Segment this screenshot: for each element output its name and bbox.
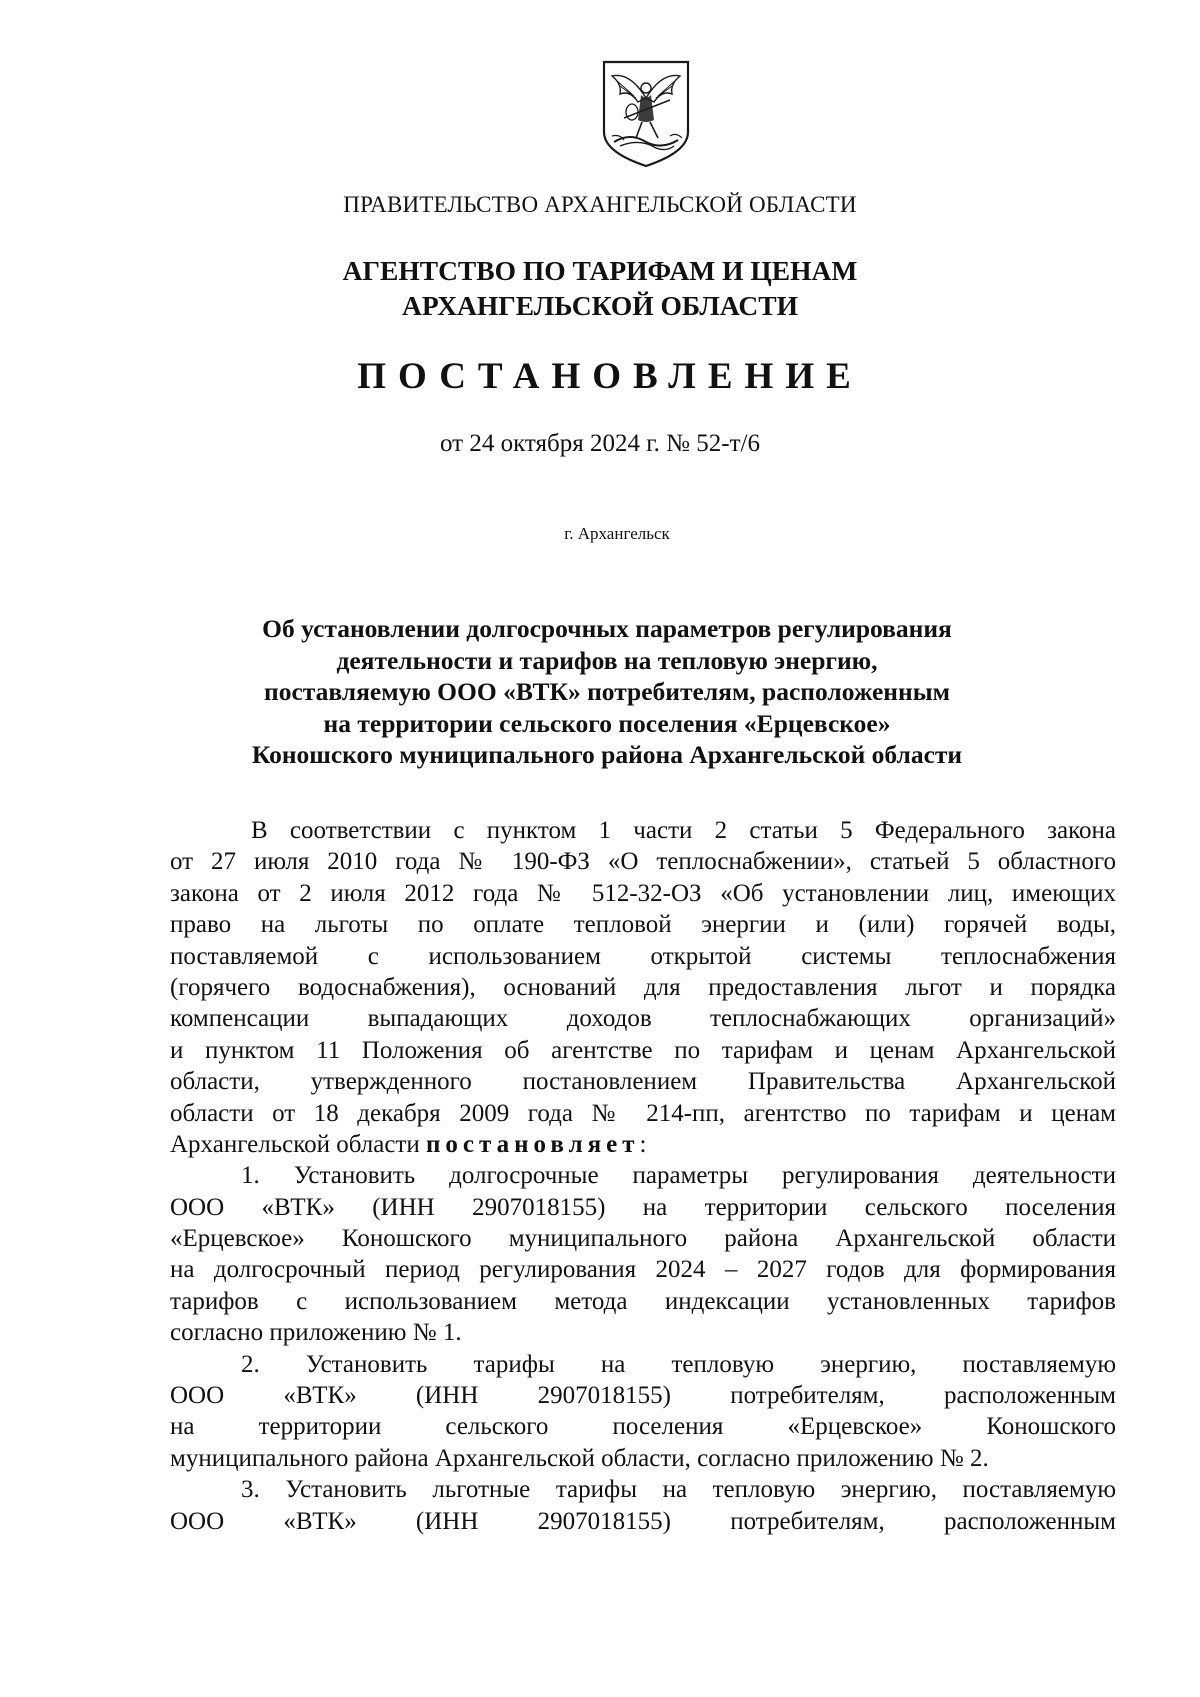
body-line: закона от 2 июля 2012 года № 512-32-ОЗ «Об установлении лиц, имеющих <box>170 879 1116 907</box>
body-line: ООО «ВТК» (ИНН 2907018155) на территории сельского поселения <box>170 1193 1116 1221</box>
document-title <box>0 613 1200 771</box>
title-line: Об установлении долгосрочных параметров регулирования <box>262 614 952 643</box>
title-line: Коношского муниципального района Архангельской области <box>251 740 963 769</box>
agency-name-line: АГЕНТСТВО ПО ТАРИФАМ И ЦЕНАМ <box>342 255 858 286</box>
body-line: тарифов с использованием метода индексации установленных тарифов <box>170 1287 1116 1315</box>
document-date-number: от 24 октября 2024 г. № 52-т/6 <box>440 430 760 457</box>
body-line: ООО «ВТК» (ИНН 2907018155) потребителям, расположенным <box>170 1382 1116 1410</box>
body-line: и пунктом 11 Положения об агентстве по тарифам и ценам Архангельской <box>170 1036 1116 1064</box>
body-line-text: Архангельской области <box>170 1130 427 1158</box>
body-line: от 27 июля 2010 года № 190-ФЗ «О теплоснабжении», статьей 5 областного <box>170 848 1116 876</box>
document-city: г. Архангельск <box>564 524 670 543</box>
agency-name <box>0 253 1200 323</box>
coat-of-arms-icon <box>600 58 692 170</box>
title-line: поставляемую ООО «ВТК» потребителям, расположенным <box>264 677 950 706</box>
body-line: В соответствии с пунктом 1 части 2 статьи 5 Федерального закона <box>251 817 1116 844</box>
body-line: компенсации выпадающих доходов теплоснабжающих организаций» <box>170 1005 1116 1033</box>
government-name: ПРАВИТЕЛЬСТВО АРХАНГЕЛЬСКОЙ ОБЛАСТИ <box>343 192 857 217</box>
title-line: на территории сельского поселения «Ерцевское» <box>323 708 891 738</box>
body-line: поставляемой с использованием открытой системы теплоснабжения <box>170 942 1116 970</box>
body-line: на территории сельского поселения «Ерцевское» Коношского <box>170 1413 1116 1441</box>
body-line: муниципального района Архангельской области, согласно приложению № 2. <box>170 1444 989 1472</box>
document-type: ПОСТАНОВЛЕНИЕ <box>357 356 863 397</box>
body-line: области от 18 декабря 2009 года № 214-пп, агентство по тарифам и ценам <box>170 1099 1116 1127</box>
document-body <box>170 815 1116 1537</box>
body-line: области, утвержденного постановлением Правительства Архангельской <box>170 1068 1116 1096</box>
body-line: (горячего водоснабжения), оснований для предоставления льгот и порядка <box>170 973 1116 1001</box>
agency-name-line: АРХАНГЕЛЬСКОЙ ОБЛАСТИ <box>402 290 798 321</box>
body-line: право на льготы по оплате тепловой энергии и (или) горячей воды, <box>170 911 1116 939</box>
body-line: согласно приложению № 1. <box>170 1319 462 1347</box>
resolves-colon: : <box>639 1130 647 1158</box>
body-line: на долгосрочный период регулирования 2024 – 2027 годов для формирования <box>170 1256 1116 1284</box>
body-line: «Ерцевское» Коношского муниципального района Архангельской области <box>170 1225 1116 1253</box>
body-line: 3. Установить льготные тарифы на тепловую энергию, поставляемую <box>241 1476 1116 1504</box>
title-line: деятельности и тарифов на тепловую энергию, <box>336 645 878 675</box>
resolves-word: постановляет <box>426 1130 640 1158</box>
body-line: 1. Установить долгосрочные параметры регулирования деятельности <box>241 1162 1116 1190</box>
body-line-resolves <box>170 1129 1116 1160</box>
body-line: 2. Установить тарифы на тепловую энергию, поставляемую <box>241 1350 1116 1378</box>
body-line: ООО «ВТК» (ИНН 2907018155) потребителям, расположенным <box>170 1507 1116 1535</box>
